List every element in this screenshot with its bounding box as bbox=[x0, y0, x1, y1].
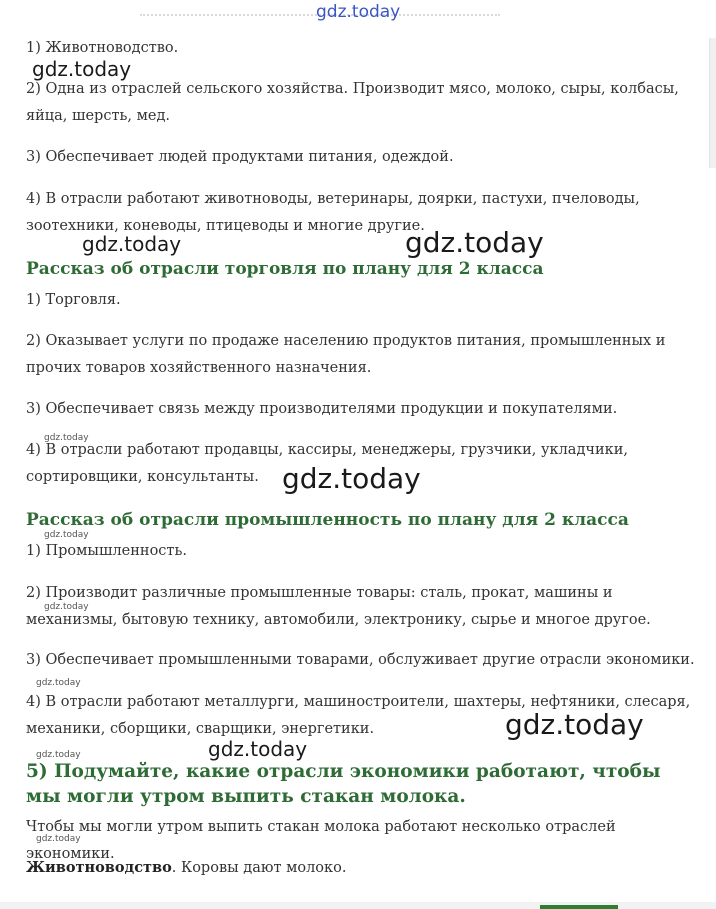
livestock-item-3: 3) Обеспечивает людей продуктами питания, одеждой. bbox=[26, 149, 454, 165]
industry-item-4: 4) В отрасли работают металлурги, машиностроители, шахтеры, нефтяники, слесаря, механики, сборщики, сварщики, энергетики. bbox=[26, 694, 691, 737]
bottom-accent bbox=[540, 905, 618, 909]
watermark: gdz.today bbox=[405, 226, 544, 259]
question-5-heading: 5) Подумайте, какие отрасли экономики работают, чтобы мы могли утром выпить стакан молока. bbox=[26, 761, 661, 807]
trade-item-3: 3) Обеспечивает связь между производителями продукции и покупателями. bbox=[26, 401, 618, 417]
last-line-rest: . Коровы дают молоко. bbox=[171, 860, 347, 876]
watermark: gdz.today bbox=[44, 530, 89, 540]
industry-item-3: 3) Обеспечивает промышленными товарами, обслуживает другие отрасли экономики. bbox=[26, 652, 695, 668]
livestock-item-1: 1) Животноводство. bbox=[26, 40, 179, 56]
livestock-item-2: 2) Одна из отраслей сельского хозяйства. Производит мясо, молоко, сыры, колбасы, яйца, шерсть, мед. bbox=[26, 81, 679, 124]
livestock-item-4: 4) В отрасли работают животноводы, ветеринары, доярки, пастухи, пчеловоды, зоотехники, коневоды, птицеводы и многие другие. bbox=[26, 191, 640, 234]
watermark: gdz.today bbox=[44, 433, 89, 443]
industry-item-2: 2) Производит различные промышленные товары: сталь, прокат, машины и механизмы, бытовую технику, автомобили, электронику, сырье и многое другое. bbox=[26, 585, 651, 628]
watermark: gdz.today bbox=[36, 834, 81, 844]
side-scrollbar[interactable] bbox=[709, 38, 716, 168]
trade-item-2: 2) Оказывает услуги по продаже населению продуктов питания, промышленных и прочих товаров хозяйственного назначения. bbox=[26, 333, 666, 376]
watermark: gdz.today bbox=[44, 602, 89, 612]
watermark: gdz.today bbox=[32, 57, 132, 81]
trade-heading: Рассказ об отрасли торговля по плану для 2 класса bbox=[26, 259, 544, 279]
industry-heading: Рассказ об отрасли промышленность по плану для 2 класса bbox=[26, 510, 629, 530]
watermark: gdz.today bbox=[36, 750, 81, 760]
watermark: gdz.today bbox=[505, 708, 644, 741]
trade-item-4: 4) В отрасли работают продавцы, кассиры, менеджеры, грузчики, укладчики, сортировщики, консультанты. bbox=[26, 442, 628, 485]
question-5-answer: Чтобы мы могли утром выпить стакан молока работают несколько отраслей экономики. bbox=[26, 819, 616, 862]
trade-item-1: 1) Торговля. bbox=[26, 292, 121, 308]
watermark: gdz.today bbox=[36, 678, 81, 688]
watermark: gdz.today bbox=[208, 737, 308, 761]
question-5-last-line bbox=[26, 854, 696, 882]
watermark: gdz.today bbox=[282, 462, 421, 495]
cropped-top-line bbox=[140, 14, 500, 22]
watermark: gdz.today bbox=[82, 232, 182, 256]
industry-item-1: 1) Промышленность. bbox=[26, 543, 187, 559]
watermark-top: gdz.today bbox=[316, 2, 401, 22]
bold-term: Животноводство bbox=[26, 859, 172, 876]
